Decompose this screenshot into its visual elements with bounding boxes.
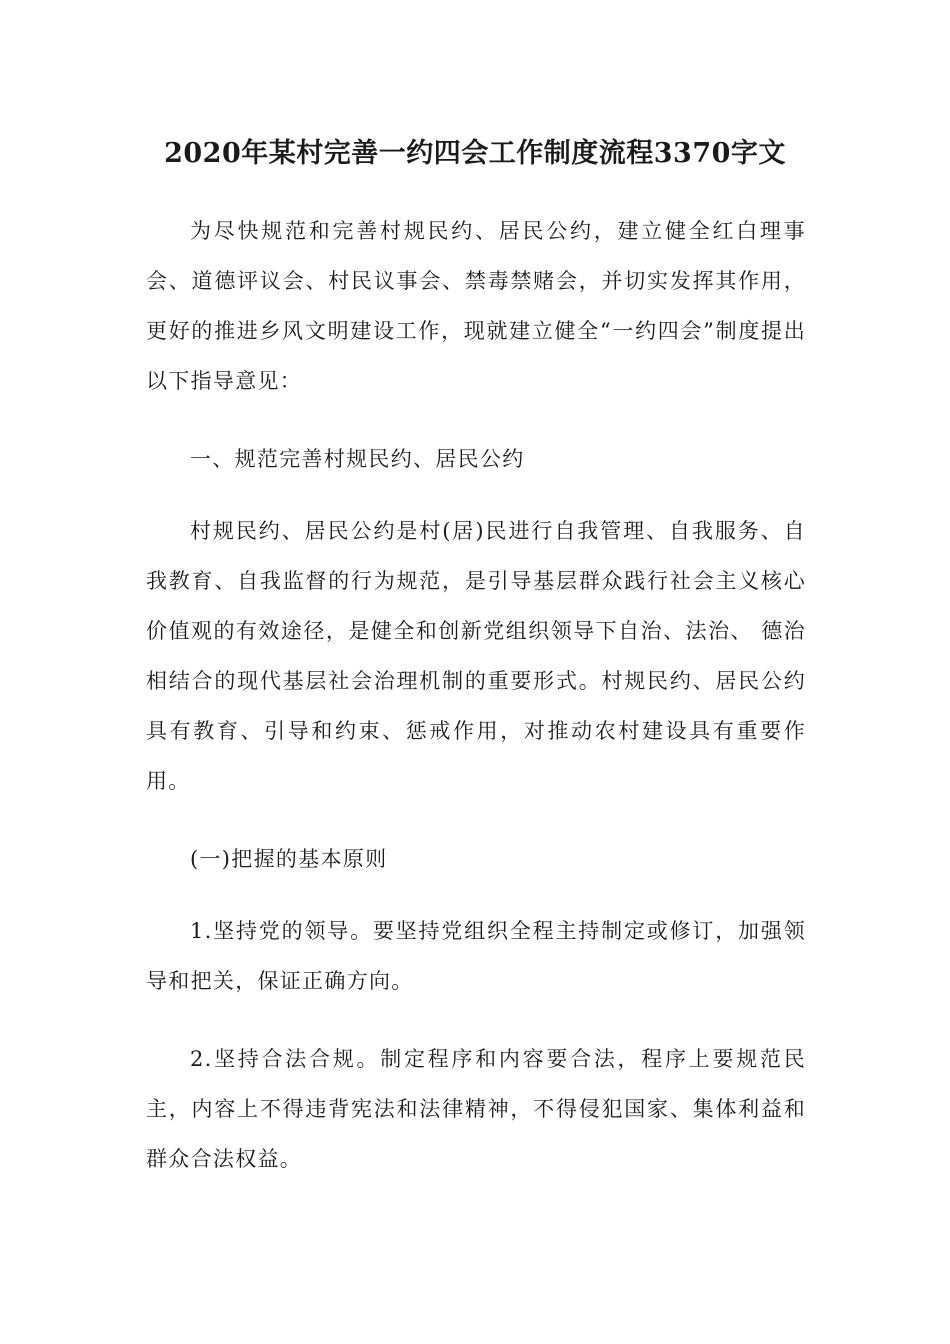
principle-1-paragraph: 1.坚持党的领导。要坚持党组织全程主持制定或修订，加强领导和把关，保证正确方向。 — [146, 919, 806, 993]
principle-2-paragraph: 2.坚持合法合规。制定程序和内容要合法，程序上要规范民主，内容上不得违背宪法和法律精神，不得侵犯国家、集体利益和群众合法权益。 — [146, 1047, 806, 1171]
document-body — [146, 206, 806, 1212]
section-heading-1: 一、规范完善村规民约、居民公约 — [190, 447, 525, 471]
document-title: 2020年某村完善一约四会工作制度流程3370字文 — [164, 138, 786, 169]
section-1-paragraph: 村规民约、居民公约是村(居)民进行自我管理、自我服务、自我教育、自我监督的行为规范，是引导基层群众践行社会主义核心价值观的有效途径，是健全和创新党组织领导下自治、法治、 德治相结合的现代基层社会治理机制的重要形式。村规民约、居民公约具有教育、引导和约束、惩戒作用，对推动农村建设具有重要作用。 — [146, 519, 806, 793]
intro-paragraph: 为尽快规范和完善村规民约、居民公约，建立健全红白理事会、道德评议会、村民议事会、禁毒禁赌会，并切实发挥其作用，更好的推进乡风文明建设工作，现就建立健全“一约四会”制度提出以下指导意见： — [146, 219, 806, 393]
subsection-heading-1: (一)把握的基本原则 — [190, 847, 388, 871]
